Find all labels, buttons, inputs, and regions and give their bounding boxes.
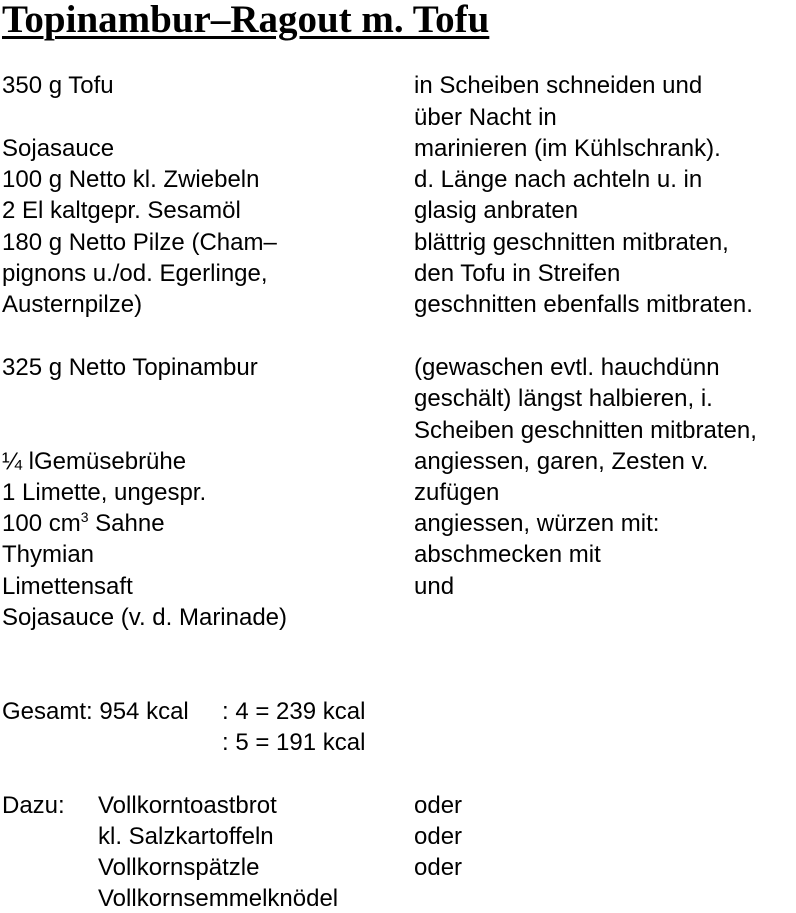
instruction-line: geschält) längst halbieren, i.: [414, 385, 713, 412]
instruction-line: angiessen, garen, Zesten v.: [414, 448, 709, 475]
total-calories: Gesamt: 954 kcal: [2, 698, 189, 725]
side-connector: oder: [414, 823, 463, 850]
ingredient-soy-sauce: Sojasauce: [2, 135, 115, 162]
side-connector: oder: [414, 854, 463, 881]
instruction-line: glasig anbraten: [414, 197, 579, 224]
side-item: Vollkornspätzle: [98, 854, 260, 881]
instruction-line: marinieren (im Kühlschrank).: [414, 135, 721, 162]
instruction-line: abschmecken mit: [414, 541, 601, 568]
ingredient-lime-juice: Limettensaft: [2, 573, 133, 600]
side-item: kl. Salzkartoffeln: [98, 823, 274, 850]
ingredient-mushrooms-line1: 180 g Netto Pilze (Cham–: [2, 229, 277, 256]
instruction-line: geschnitten ebenfalls mitbraten.: [414, 291, 753, 318]
instruction-line: d. Länge nach achteln u. in: [414, 166, 703, 193]
cream-unit-exponent: 3: [80, 509, 89, 525]
instruction-line: über Nacht in: [414, 104, 557, 131]
instruction-line: blättrig geschnitten mitbraten,: [414, 229, 729, 256]
instruction-line: (gewaschen evtl. hauchdünn: [414, 354, 720, 381]
side-connector: oder: [414, 792, 463, 819]
instruction-line: in Scheiben schneiden und: [414, 72, 703, 99]
cream-amount: 100 cm: [2, 510, 81, 537]
ingredient-mushrooms-line3: Austernpilze): [2, 291, 143, 318]
ingredient-sesame-oil: 2 El kaltgepr. Sesamöl: [2, 197, 241, 224]
instruction-line: den Tofu in Streifen: [414, 260, 621, 287]
ingredient-soy-marinade: Sojasauce (v. d. Marinade): [2, 604, 288, 631]
side-item: Vollkornsemmelknödel: [98, 885, 339, 912]
ingredient-cream: [2, 510, 165, 538]
instruction-line: Scheiben geschnitten mitbraten,: [414, 417, 757, 444]
ingredient-vegetable-broth: ¼ lGemüsebrühe: [2, 448, 187, 475]
ingredient-thyme: Thymian: [2, 541, 95, 568]
calories-per-4: : 4 = 239 kcal: [222, 698, 366, 725]
recipe-title: Topinambur–Ragout m. Tofu: [2, 0, 490, 41]
calories-per-5: : 5 = 191 kcal: [222, 729, 366, 756]
side-item: Vollkorntoastbrot: [98, 792, 277, 819]
ingredient-jerusalem-artichoke: 325 g Netto Topinambur: [2, 354, 258, 381]
sides-label: Dazu:: [2, 792, 65, 819]
cream-name: Sahne: [88, 510, 165, 537]
ingredient-tofu: 350 g Tofu: [2, 72, 114, 99]
instruction-line: angiessen, würzen mit:: [414, 510, 660, 537]
instruction-line: und: [414, 573, 455, 600]
ingredient-onions: 100 g Netto kl. Zwiebeln: [2, 166, 260, 193]
instruction-line: zufügen: [414, 479, 500, 506]
ingredient-mushrooms-line2: pignons u./od. Egerlinge,: [2, 260, 268, 287]
ingredient-lime: 1 Limette, ungespr.: [2, 479, 207, 506]
